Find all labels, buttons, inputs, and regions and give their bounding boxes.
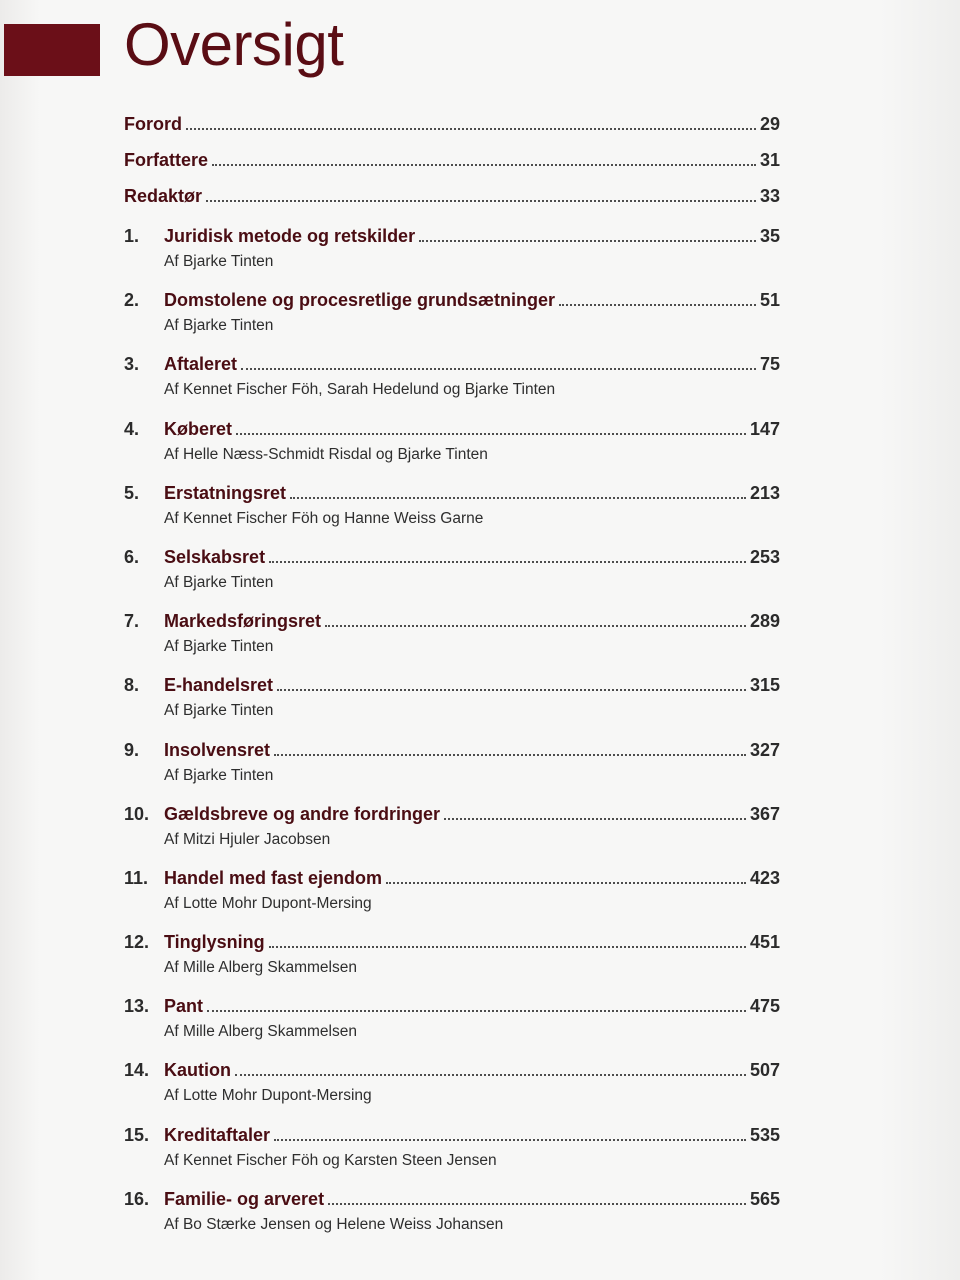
chapter-authors: Af Bo Stærke Jensen og Helene Weiss Johansen xyxy=(164,1215,504,1233)
chapter-title: Køberet xyxy=(164,418,233,439)
leader-dots xyxy=(207,1009,746,1012)
page-number: 367 xyxy=(749,803,780,824)
chapter-number: 16. xyxy=(124,1188,150,1209)
chapter-number: 15. xyxy=(124,1124,150,1145)
chapter-title: Familie- og arveret xyxy=(164,1188,325,1209)
accent-bar xyxy=(4,24,100,76)
chapter-entry xyxy=(124,804,780,868)
leader-dots xyxy=(186,127,756,130)
chapter-authors: Af Helle Næss-Schmidt Risdal og Bjarke Tinten xyxy=(164,445,488,463)
page-number: 35 xyxy=(759,226,780,246)
chapter-number: 8. xyxy=(124,675,140,696)
chapter-title: Juridisk metode og retskilder xyxy=(164,226,416,246)
leader-dots xyxy=(274,753,746,756)
leader-dots xyxy=(269,945,746,948)
chapter-authors: Af Kennet Fischer Föh og Hanne Weiss Garne xyxy=(164,509,484,527)
leader-dots xyxy=(206,199,756,202)
page-title: Oversigt xyxy=(124,11,344,78)
chapter-entry xyxy=(124,290,780,354)
chapter-number: 10. xyxy=(124,803,150,824)
chapter-title: Markedsføringsret xyxy=(164,611,322,632)
leader-dots xyxy=(559,303,756,306)
chapter-title: Domstolene og procesretlige grundsætninger xyxy=(164,290,556,311)
chapter-authors: Af Bjarke Tinten xyxy=(164,702,274,720)
chapter-entry xyxy=(124,419,780,483)
page-number: 289 xyxy=(749,611,780,632)
page-number: 507 xyxy=(749,1060,780,1081)
page-number: 565 xyxy=(749,1188,780,1209)
chapter-entry xyxy=(124,483,780,547)
leader-dots xyxy=(328,1202,746,1205)
front-matter-item xyxy=(124,186,780,222)
page-number: 535 xyxy=(749,1124,780,1145)
chapter-title: Erstatningsret xyxy=(164,482,287,503)
leader-dots xyxy=(274,1138,746,1141)
chapter-number: 12. xyxy=(124,932,150,953)
page-number: 213 xyxy=(749,482,780,503)
leader-dots xyxy=(444,817,746,820)
chapter-number: 1. xyxy=(124,226,140,246)
chapter-authors: Af Bjarke Tinten xyxy=(164,638,274,656)
page-number: 423 xyxy=(749,867,780,888)
chapter-entry xyxy=(124,932,780,996)
page-number: 31 xyxy=(759,150,780,170)
chapter-authors: Af Mille Alberg Skammelsen xyxy=(164,959,357,977)
page-number: 475 xyxy=(749,996,780,1017)
chapter-entry xyxy=(124,547,780,611)
chapter-title: E-handelsret xyxy=(164,675,274,696)
page-number: 33 xyxy=(759,186,780,206)
chapter-number: 2. xyxy=(124,290,140,311)
front-matter-item xyxy=(124,114,780,150)
chapter-authors: Af Kennet Fischer Föh, Sarah Hedelund og Bjarke Tinten xyxy=(164,381,556,399)
chapter-number: 6. xyxy=(124,546,140,567)
chapter-entry xyxy=(124,1189,780,1253)
leader-dots xyxy=(290,496,746,499)
chapter-authors: Af Lotte Mohr Dupont-Mersing xyxy=(164,1087,372,1105)
chapter-title: Aftaleret xyxy=(164,354,238,375)
leader-dots xyxy=(386,881,746,884)
leader-dots xyxy=(212,163,756,166)
chapter-authors: Af Bjarke Tinten xyxy=(164,766,274,784)
chapter-entry xyxy=(124,354,780,418)
chapter-authors: Af Bjarke Tinten xyxy=(164,573,274,591)
leader-dots xyxy=(235,1073,746,1076)
front-matter-label: Redaktør xyxy=(124,186,203,206)
page-number: 29 xyxy=(759,114,780,134)
chapter-number: 14. xyxy=(124,1060,150,1081)
chapter-title: Selskabsret xyxy=(164,546,266,567)
leader-dots xyxy=(236,432,746,435)
chapter-title: Handel med fast ejendom xyxy=(164,867,383,888)
chapter-entry xyxy=(124,675,780,739)
chapter-number: 7. xyxy=(124,611,140,632)
page-number: 75 xyxy=(759,354,780,375)
front-matter-label: Forord xyxy=(124,114,182,134)
leader-dots xyxy=(419,239,756,242)
chapter-authors: Af Mitzi Hjuler Jacobsen xyxy=(164,830,331,848)
page-number: 327 xyxy=(749,739,780,760)
page-number: 253 xyxy=(749,546,780,567)
chapter-authors: Af Lotte Mohr Dupont-Mersing xyxy=(164,894,372,912)
chapter-authors: Af Mille Alberg Skammelsen xyxy=(164,1023,357,1041)
table-of-contents xyxy=(124,114,780,1253)
page-number: 147 xyxy=(749,418,780,439)
chapter-number: 3. xyxy=(124,354,140,375)
chapter-authors: Af Bjarke Tinten xyxy=(164,317,274,335)
chapter-title: Kreditaftaler xyxy=(164,1124,271,1145)
chapter-title: Tinglysning xyxy=(164,932,265,953)
chapter-entry xyxy=(124,740,780,804)
chapter-entry xyxy=(124,611,780,675)
chapter-title: Pant xyxy=(164,996,204,1017)
chapter-number: 13. xyxy=(124,996,150,1017)
chapter-entry xyxy=(124,868,780,932)
chapter-authors: Af Kennet Fischer Föh og Karsten Steen Jensen xyxy=(164,1151,497,1169)
chapter-authors: Af Bjarke Tinten xyxy=(164,253,274,270)
chapter-number: 11. xyxy=(124,867,149,888)
front-matter-list xyxy=(124,114,780,222)
chapter-number: 5. xyxy=(124,482,140,503)
leader-dots xyxy=(325,624,746,627)
chapter-title: Insolvensret xyxy=(164,739,271,760)
chapter-entry xyxy=(124,996,780,1060)
chapter-number: 9. xyxy=(124,739,140,760)
page-number: 51 xyxy=(759,290,780,311)
leader-dots xyxy=(241,367,756,370)
leader-dots xyxy=(269,560,746,563)
front-matter-item xyxy=(124,150,780,186)
chapter-list xyxy=(124,226,780,1253)
chapter-title: Gældsbreve og andre fordringer xyxy=(164,803,441,824)
chapter-number: 4. xyxy=(124,418,140,439)
page-number: 315 xyxy=(749,675,780,696)
chapter-entry xyxy=(124,226,780,290)
page-number: 451 xyxy=(749,932,780,953)
chapter-entry xyxy=(124,1060,780,1124)
chapter-entry xyxy=(124,1125,780,1189)
front-matter-label: Forfattere xyxy=(124,150,209,170)
chapter-title: Kaution xyxy=(164,1060,231,1081)
leader-dots xyxy=(277,688,746,691)
